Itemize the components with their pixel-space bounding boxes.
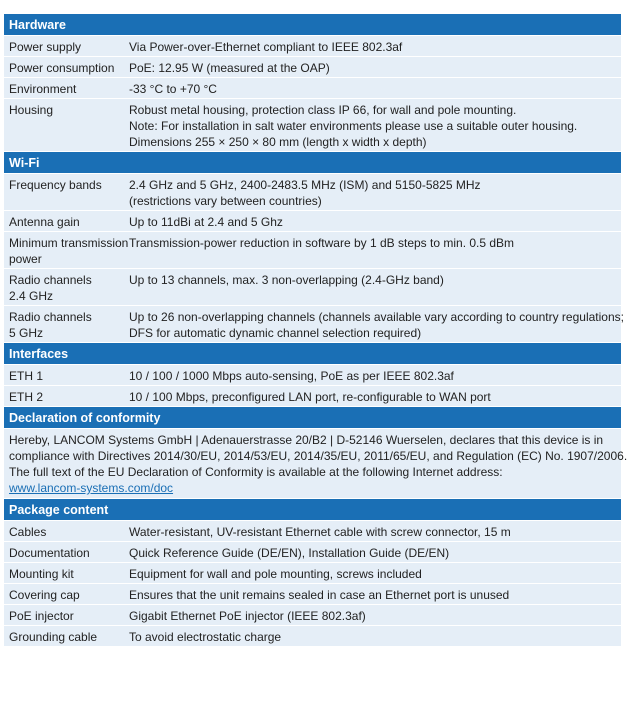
spec-row [4, 584, 621, 605]
spec-value [129, 587, 621, 603]
spec-label-line: Documentation [9, 546, 90, 560]
spec-label-line: Mounting kit [9, 567, 74, 581]
spec-value-line: 10 / 100 / 1000 Mbps auto-sensing, PoE as per IEEE 802.3af [129, 369, 454, 383]
spec-row [4, 174, 621, 211]
spec-label [4, 629, 129, 645]
section-title-package: Package content [4, 499, 621, 521]
spec-value [129, 389, 621, 405]
spec-row [4, 57, 621, 78]
spec-value-line: Via Power-over-Ethernet compliant to IEEE 802.3af [129, 40, 403, 54]
spec-value [129, 60, 621, 76]
section-title-hardware: Hardware [4, 14, 621, 36]
section-interfaces [4, 343, 621, 407]
spec-label [4, 102, 129, 150]
spec-label-line: PoE injector [9, 609, 74, 623]
spec-label-line: 2.4 GHz [9, 289, 54, 303]
spec-value [129, 235, 621, 267]
section-title-wifi: Wi-Fi [4, 152, 621, 174]
spec-value [129, 368, 621, 384]
section-wifi [4, 152, 624, 343]
spec-label [4, 177, 129, 209]
spec-label-line: Environment [9, 82, 77, 96]
spec-value-line: (restrictions vary between countries) [129, 194, 322, 208]
spec-label-line: power [9, 252, 42, 266]
spec-label [4, 608, 129, 624]
spec-value [129, 39, 621, 55]
spec-label-line: Radio channels [9, 310, 92, 324]
spec-row [4, 563, 621, 584]
spec-row [4, 232, 621, 269]
spec-label-line: Cables [9, 525, 47, 539]
spec-label-line: ETH 2 [9, 390, 44, 404]
spec-label-line: Housing [9, 103, 54, 117]
spec-row [4, 99, 621, 152]
spec-row [4, 306, 624, 343]
spec-value-line: 10 / 100 Mbps, preconfigured LAN port, re-configurable to WAN port [129, 390, 491, 404]
spec-row [4, 365, 621, 386]
spec-value-line: Water-resistant, UV-resistant Ethernet cable with screw connector, 15 m [129, 525, 511, 539]
spec-value-line: -33 °C to +70 °C [129, 82, 217, 96]
spec-label-line: ETH 1 [9, 369, 44, 383]
spec-label [4, 587, 129, 603]
spec-value-line: Note: For installation in salt water environments please use a suitable outer housing. [129, 119, 578, 133]
section-title-interfaces: Interfaces [4, 343, 621, 365]
spec-row [4, 626, 621, 647]
spec-value [129, 81, 621, 97]
spec-label-line: 5 GHz [9, 326, 44, 340]
section-declaration [4, 407, 628, 499]
spec-value-line: DFS for automatic dynamic channel selection required) [129, 326, 422, 340]
declaration-text [4, 429, 628, 499]
spec-value-line: Transmission-power reduction in software by 1 dB steps to min. 0.5 dBm [129, 236, 515, 250]
declaration-line: compliance with Directives 2014/30/EU, 2014/53/EU, 2014/35/EU, 2011/65/EU, and Regulation (EC) No. 1907/2006. [9, 449, 628, 463]
spec-label [4, 39, 129, 55]
spec-value-line: Dimensions 255 × 250 × 80 mm (length x width x depth) [129, 135, 427, 149]
spec-value [129, 214, 621, 230]
spec-label-line: Antenna gain [9, 215, 80, 229]
section-hardware [4, 14, 621, 152]
spec-value-line: Up to 13 channels, max. 3 non-overlapping (2.4-GHz band) [129, 273, 444, 287]
spec-label [4, 524, 129, 540]
spec-value [129, 102, 621, 150]
spec-label-line: Frequency bands [9, 178, 102, 192]
spec-value [129, 629, 621, 645]
spec-row [4, 386, 621, 407]
spec-label [4, 272, 129, 304]
spec-label [4, 545, 129, 561]
spec-label-line: Grounding cable [9, 630, 98, 644]
spec-row [4, 269, 621, 306]
spec-label [4, 389, 129, 405]
spec-value-line: PoE: 12.95 W (measured at the OAP) [129, 61, 330, 75]
spec-value [129, 309, 628, 341]
spec-value-line: Ensures that the unit remains sealed in case an Ethernet port is unused [129, 588, 510, 602]
spec-label [4, 368, 129, 384]
spec-row [4, 542, 621, 563]
spec-label [4, 60, 129, 76]
spec-label-line: Power supply [9, 40, 82, 54]
spec-value [129, 566, 621, 582]
spec-value [129, 545, 621, 561]
spec-value [129, 608, 621, 624]
spec-value-line: Quick Reference Guide (DE/EN), Installation Guide (DE/EN) [129, 546, 450, 560]
spec-row [4, 36, 621, 57]
spec-row [4, 605, 621, 626]
spec-label [4, 235, 129, 267]
declaration-link[interactable]: www.lancom-systems.com/doc [9, 481, 174, 495]
section-package [4, 499, 621, 647]
declaration-line: The full text of the EU Declaration of Conformity is available at the following Internet address: [9, 465, 503, 479]
spec-label [4, 214, 129, 230]
spec-value-line: Gigabit Ethernet PoE injector (IEEE 802.3af) [129, 609, 366, 623]
spec-sheet [4, 14, 628, 647]
spec-label [4, 566, 129, 582]
spec-value [129, 272, 621, 304]
spec-value [129, 524, 621, 540]
spec-label-line: Power consumption [9, 61, 115, 75]
spec-label [4, 81, 129, 97]
spec-value-line: To avoid electrostatic charge [129, 630, 282, 644]
spec-label-line: Minimum transmission [9, 236, 129, 250]
spec-row [4, 78, 621, 99]
declaration-line: Hereby, LANCOM Systems GmbH | Adenauerstrasse 20/B2 | D-52146 Wuerselen, declares that this device is in [9, 433, 604, 447]
spec-value [129, 177, 621, 209]
spec-value-line: Up to 11dBi at 2.4 and 5 Ghz [129, 215, 283, 229]
spec-label-line: Radio channels [9, 273, 92, 287]
spec-value-line: 2.4 GHz and 5 GHz, 2400-2483.5 MHz (ISM) and 5150-5825 MHz [129, 178, 481, 192]
spec-row [4, 521, 621, 542]
section-title-declaration: Declaration of conformity [4, 407, 621, 429]
spec-value-line: Robust metal housing, protection class IP 66, for wall and pole mounting. [129, 103, 517, 117]
spec-label [4, 309, 129, 341]
spec-value-line: Up to 26 non-overlapping channels (channels available vary according to country regulations; [129, 310, 624, 324]
spec-row [4, 211, 621, 232]
spec-value-line: Equipment for wall and pole mounting, screws included [129, 567, 422, 581]
spec-label-line: Covering cap [9, 588, 80, 602]
